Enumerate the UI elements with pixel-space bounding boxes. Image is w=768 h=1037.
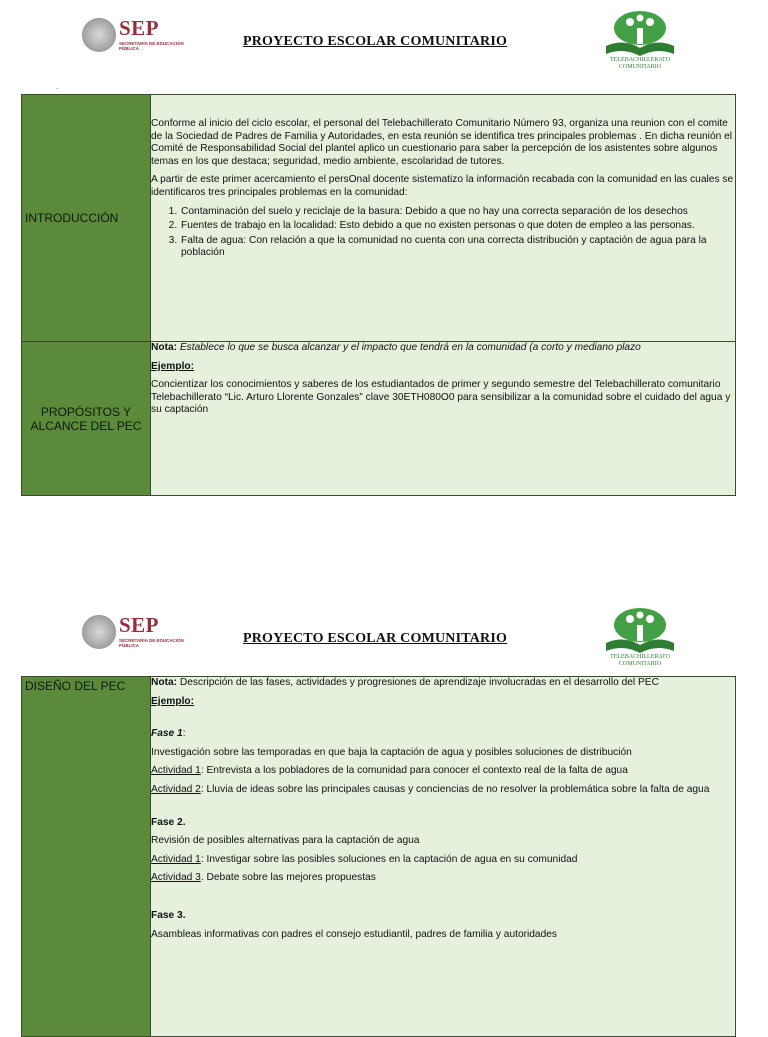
sep-logo-text: SEP [119,16,160,40]
tree-book-icon [600,10,680,58]
list-item: 3. Falta de agua: Con relación a que la comunidad no cuenta con una correcta distribución y captación de agua para la población [180,235,735,260]
fase2-desc: Revisión de posibles alternativas para la captación de agua [151,835,420,847]
sep-logo-text: SEP [119,613,160,637]
fase1-act1-text: : Entrevista a los pobladores de la comunidad para conocer el contexto real de la falta de agua [200,765,628,777]
fase1-act2-text: : Lluvia de ideas sobre las principales causas y conciencias de no resolver la problemática sobre la falta de agua [200,783,710,795]
fase2-title: Fase 2. [151,816,186,828]
design-label-cell [22,677,151,1037]
stray-dot: . [56,82,59,91]
nota-label: Nota: [151,677,178,688]
intro-content-cell [151,95,736,342]
sep-logo [82,16,192,56]
purposes-label-cell [22,342,151,496]
tree-book-icon [600,607,680,655]
sep-logo-subtitle: SECRETARÍA DE EDUCACIÓN PÚBLICA [119,638,184,648]
telebachillerato-logo [600,607,680,669]
design-row [22,677,736,1037]
page-title: PROYECTO ESCOLAR COMUNITARIO [243,631,508,646]
intro-paragraph-1: Conforme al inicio del ciclo escolar, el personal del Telebachillerato Comunitario Número 93, organiza una reunion con el comite de la Sociedad de Padres de Familia y Autoridades, en esta reunión se identifica tres principales problemas . En dicha reunión el Comité de Responsabilidad Social del plantel aplico un cuestionario para saber la percepción de los asistentes sobre algunos temas en los que destaca; seguridad, medio ambiente, escolaridad de tutores. [151,118,733,167]
purposes-content-cell [151,342,736,496]
nota-label: Nota: [151,342,178,353]
purposes-label: PROPÓSITOS Y ALCANCE DEL PEC [30,404,142,433]
intro-label: INTRODUCCIÓN [25,211,119,225]
fase2-act3-label: Actividad 3 [151,872,201,884]
fase2-act3-text: . Debate sobre las mejores propuestas [200,872,376,884]
fase2-act1-text: : Investigar sobre las posibles soluciones en la captación de agua en su comunidad [200,853,578,865]
fase3-desc: Asambleas informativas con padres el consejo estudiantil, padres de familia y autoridades [151,928,558,940]
mexico-emblem-icon [82,615,116,649]
fase3-title: Fase 3. [151,909,186,921]
telebachillerato-label: TELEBACHILLERATO COMUNITARIO [610,57,670,70]
nota-text: Establece lo que se busca alcanzar y el impacto que tendrá en la comunidad (a corto y mediano plazo [179,342,641,353]
intro-label-cell [22,95,151,342]
page-title: PROYECTO ESCOLAR COMUNITARIO [243,34,508,49]
mexico-emblem-icon [82,18,116,52]
ejemplo-label: Ejemplo: [151,360,195,372]
list-item: 2. Fuentes de trabajo en la localidad: Esto debido a que no existen personas o que doten de empleo a las personas. [180,220,735,233]
sep-logo-subtitle: SECRETARÍA DE EDUCACIÓN PÚBLICA [119,41,184,51]
pec-table-2 [21,676,736,1037]
fase1-suffix: : [182,728,186,740]
fase1-title: Fase 1 [151,728,183,740]
pec-table-1 [21,94,736,496]
intro-row [22,95,736,342]
telebachillerato-logo [600,10,680,72]
nota-text: Descripción de las fases, actividades y progresiones de aprendizaje involucradas en el desarrollo del PEC [179,677,659,688]
fase1-act1-label: Actividad 1 [151,765,201,777]
design-label: DISEÑO DEL PEC [25,679,126,693]
purposes-text: Concientizar los conocimientos y saberes de los estudiantados de primer y segundo semestre del Telebachillerato comunitario Telebachillerato “Lic. Arturo Llorente Gonzales” clave 30ETH080O0 para sensibilizar a la comunidad sobre el cuidado del agua y su captación [151,379,731,416]
telebachillerato-label: TELEBACHILLERATO COMUNITARIO [610,654,670,667]
sep-logo [82,613,192,653]
problem-list [151,206,735,260]
fase2-act1-label: Actividad 1 [151,853,201,865]
fase1-act2-label: Actividad 2 [151,783,201,795]
design-content-cell [151,677,736,1037]
list-item: 1. Contaminación del suelo y reciclaje de la basura: Debido a que no hay una correcta separación de los desechos [180,206,735,219]
fase1-desc: Investigación sobre las temporadas en que baja la captación de agua y posibles soluciones de distribución [151,746,632,758]
ejemplo-label: Ejemplo: [151,695,195,707]
page-header-1 [0,0,768,80]
purposes-row [22,342,736,496]
intro-paragraph-2: A partir de este primer acercamiento el persOnal docente sistematizo la información recabada con la comunidad en las cuales se identificaros tres principales problemas en la comunidad: [151,174,734,198]
page-header-2 [0,597,768,677]
